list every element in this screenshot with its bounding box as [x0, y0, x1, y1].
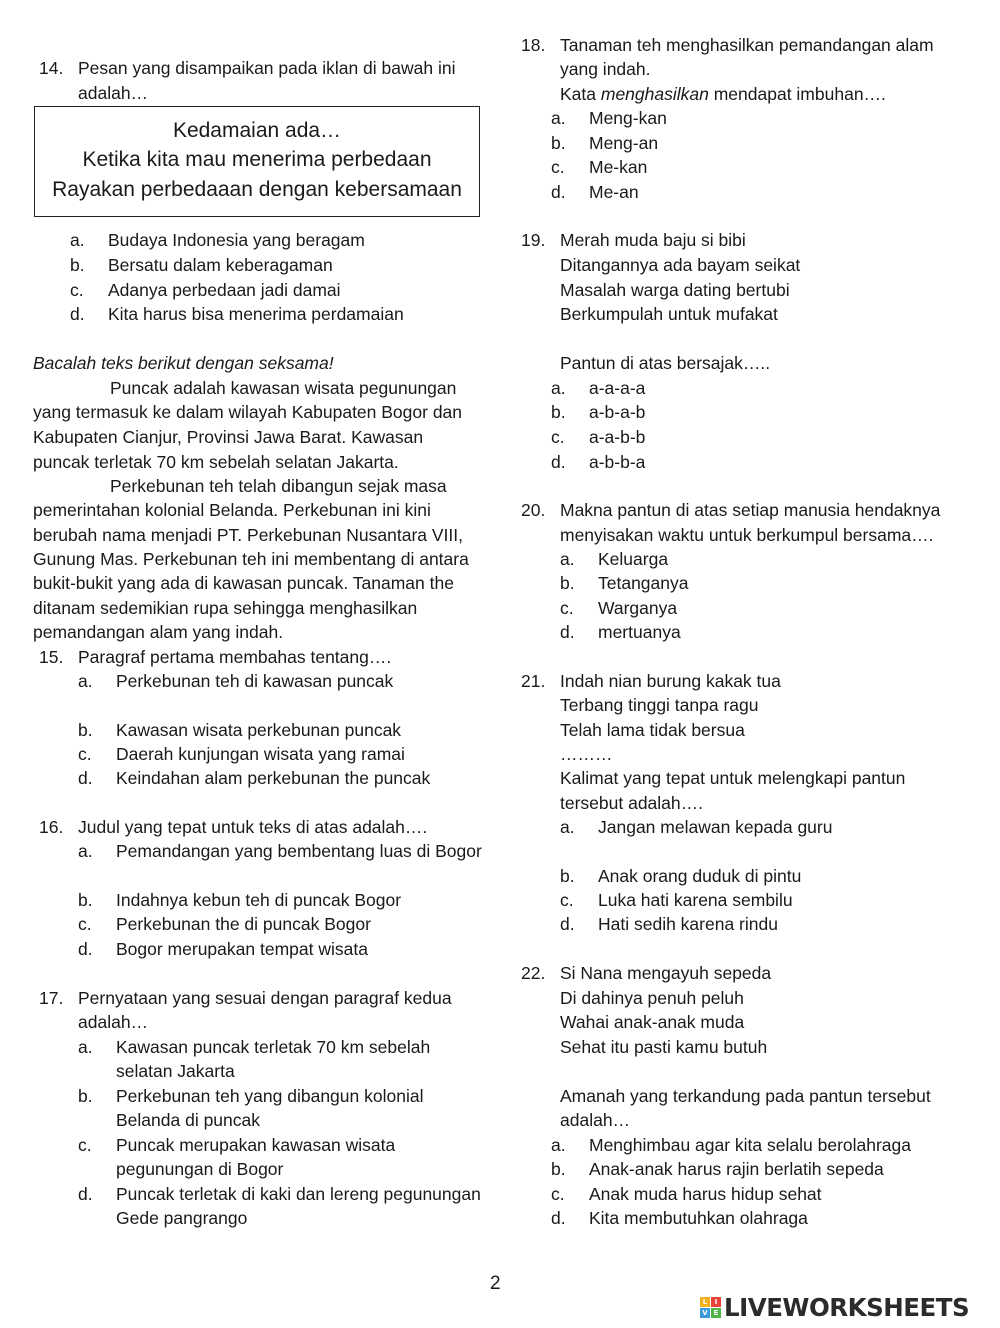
q21-question-line1: Kalimat yang tepat untuk melengkapi pantun: [560, 768, 906, 788]
q22-option-d[interactable]: Kita membutuhkan olahraga: [589, 1208, 808, 1228]
passage-line: Gunung Mas. Perkebunan teh ini membentang di antara: [33, 549, 469, 569]
logo-text: LIVEWORKSHEETS: [724, 1292, 970, 1322]
q14-text-line2: adalah…: [78, 83, 149, 103]
passage-line: puncak terletak 70 km sebelah selatan Jakarta.: [33, 452, 399, 472]
pantun-line: Si Nana mengayuh sepeda: [560, 963, 772, 983]
q14-option-d[interactable]: Kita harus bisa menerima perdamaian: [108, 304, 404, 324]
pantun-line: Merah muda baju si bibi: [560, 230, 746, 250]
q16-option-c[interactable]: Perkebunan the di puncak Bogor: [116, 914, 371, 934]
q22-option-c[interactable]: Anak muda harus hidup sehat: [589, 1184, 822, 1204]
q21-option-letter: c.: [560, 890, 574, 910]
q15-option-letter: a.: [78, 671, 93, 691]
q19-option-letter: b.: [551, 402, 566, 422]
q18-option-a[interactable]: Meng-kan: [589, 108, 667, 128]
q19-question: Pantun di atas bersajak…..: [560, 353, 771, 373]
q16-text: Judul yang tepat untuk teks di atas adalah….: [78, 817, 428, 837]
q19-option-d[interactable]: a-b-b-a: [589, 452, 646, 472]
q22-question-line1: Amanah yang terkandung pada pantun tersebut: [560, 1086, 931, 1106]
q15-text: Paragraf pertama membahas tentang….: [78, 647, 392, 667]
q16-option-b[interactable]: Indahnya kebun teh di puncak Bogor: [116, 890, 402, 910]
q21-option-letter: d.: [560, 914, 575, 934]
logo-tile: L: [700, 1297, 710, 1307]
q18-text-line2: yang indah.: [560, 59, 651, 79]
q17-option-b-cont[interactable]: Belanda di puncak: [116, 1110, 260, 1130]
pantun-line: Terbang tinggi tanpa ragu: [560, 695, 759, 715]
q18-option-letter: c.: [551, 157, 565, 177]
passage-line: pemerintahan kolonial Belanda. Perkebunan ini kini: [33, 500, 431, 520]
q19-number: 19.: [521, 230, 546, 250]
q18-number: 18.: [521, 35, 546, 55]
pantun-line: Sehat itu pasti kamu butuh: [560, 1037, 768, 1057]
q21-option-b[interactable]: Anak orang duduk di pintu: [598, 866, 802, 886]
q18-text-prefix: Kata: [560, 84, 601, 104]
q15-number: 15.: [39, 647, 64, 667]
q14-number: 14.: [39, 58, 64, 78]
q17-option-d[interactable]: Puncak terletak di kaki dan lereng pegunungan: [116, 1184, 481, 1204]
passage-line: yang termasuk ke dalam wilayah Kabupaten Bogor dan: [33, 402, 463, 422]
q20-option-letter: d.: [560, 622, 575, 642]
logo-tile: E: [711, 1308, 721, 1318]
q18-text-suffix: mendapat imbuhan….: [708, 84, 886, 104]
q16-option-letter: a.: [78, 841, 93, 861]
q22-option-b[interactable]: Anak-anak harus rajin berlatih sepeda: [589, 1159, 884, 1179]
q21-option-a[interactable]: Jangan melawan kepada guru: [598, 817, 833, 837]
q15-option-letter: c.: [78, 744, 92, 764]
q17-option-a-cont[interactable]: selatan Jakarta: [116, 1061, 235, 1081]
q14-text-line1: Pesan yang disampaikan pada iklan di bawah ini: [78, 58, 456, 78]
q15-option-b[interactable]: Kawasan wisata perkebunan puncak: [116, 720, 402, 740]
q17-option-letter: a.: [78, 1037, 93, 1057]
q21-option-letter: b.: [560, 866, 575, 886]
passage-line: bukit-bukit yang ada di kawasan puncak. Tanaman the: [33, 573, 454, 593]
ad-line: Kedamaian ada…: [172, 119, 342, 142]
q20-option-letter: a.: [560, 549, 575, 569]
q19-option-letter: c.: [551, 427, 565, 447]
q16-option-letter: d.: [78, 939, 93, 959]
logo-tile: I: [711, 1297, 721, 1307]
q21-question-line2: tersebut adalah….: [560, 793, 704, 813]
q17-number: 17.: [39, 988, 64, 1008]
pantun-line: Indah nian burung kakak tua: [560, 671, 781, 691]
q17-option-d-cont[interactable]: Gede pangrango: [116, 1208, 248, 1228]
liveworksheets-logo[interactable]: [700, 1291, 969, 1323]
q19-option-letter: d.: [551, 452, 566, 472]
pantun-line: Ditangannya ada bayam seikat: [560, 255, 801, 275]
q20-option-letter: b.: [560, 573, 575, 593]
q21-option-letter: a.: [560, 817, 575, 837]
q18-text-line3: [560, 82, 886, 106]
q20-text-line1: Makna pantun di atas setiap manusia hendaknya: [560, 500, 941, 520]
q17-option-c-cont[interactable]: pegunungan di Bogor: [116, 1159, 284, 1179]
q14-option-letter: b.: [70, 255, 85, 275]
q16-option-letter: c.: [78, 914, 92, 934]
passage-line: ditanam sedemikian rupa sehingga menghasilkan: [33, 598, 418, 618]
q14-option-letter: a.: [70, 230, 85, 250]
ad-line: Rayakan perbedaaan dengan kebersamaan: [52, 178, 462, 201]
q21-option-c[interactable]: Luka hati karena sembilu: [598, 890, 793, 910]
q18-option-c[interactable]: Me-kan: [589, 157, 648, 177]
q17-option-letter: b.: [78, 1086, 93, 1106]
q16-number: 16.: [39, 817, 64, 837]
q16-option-a[interactable]: Pemandangan yang bembentang luas di Bogor: [116, 841, 482, 861]
q19-option-b[interactable]: a-b-a-b: [589, 402, 646, 422]
pantun-line: Di dahinya penuh peluh: [560, 988, 744, 1008]
q18-option-d[interactable]: Me-an: [589, 182, 639, 202]
q15-option-d[interactable]: Keindahan alam perkebunan the puncak: [116, 768, 431, 788]
q22-option-a[interactable]: Menghimbau agar kita selalu berolahraga: [589, 1135, 912, 1155]
q14-option-c[interactable]: Adanya perbedaan jadi damai: [108, 280, 341, 300]
pantun-line: Masalah warga dating bertubi: [560, 280, 790, 300]
q20-option-a[interactable]: Keluarga: [598, 549, 669, 569]
q20-text-line2: menyisakan waktu untuk berkumpul bersama….: [560, 525, 934, 545]
logo-tile: V: [700, 1308, 710, 1318]
q22-number: 22.: [521, 963, 546, 983]
pantun-line: Wahai anak-anak muda: [560, 1012, 745, 1032]
q17-option-letter: d.: [78, 1184, 93, 1204]
q15-option-letter: b.: [78, 720, 93, 740]
q17-option-a[interactable]: Kawasan puncak terletak 70 km sebelah: [116, 1037, 431, 1057]
q14-option-b[interactable]: Bersatu dalam keberagaman: [108, 255, 333, 275]
q15-option-a[interactable]: Perkebunan teh di kawasan puncak: [116, 671, 394, 691]
passage-line: Kabupaten Cianjur, Provinsi Jawa Barat. Kawasan: [33, 427, 424, 447]
liveworksheets-logo-icon: [700, 1297, 721, 1318]
q20-option-d[interactable]: mertuanya: [598, 622, 681, 642]
q17-text-line2: adalah…: [78, 1012, 149, 1032]
q21-number: 21.: [521, 671, 546, 691]
q14-option-a[interactable]: Budaya Indonesia yang beragam: [108, 230, 365, 250]
q21-option-d[interactable]: Hati sedih karena rindu: [598, 914, 778, 934]
q22-option-letter: b.: [551, 1159, 566, 1179]
pantun-line: Berkumpulah untuk mufakat: [560, 304, 778, 324]
q19-option-a[interactable]: a-a-a-a: [589, 378, 646, 398]
q18-keyword: menghasilkan: [600, 84, 709, 104]
q17-option-letter: c.: [78, 1135, 92, 1155]
advertisement-box: [34, 106, 480, 217]
q18-text-line1: Tanaman teh menghasilkan pemandangan alam: [560, 35, 934, 55]
q22-question-line2: adalah…: [560, 1110, 631, 1130]
page-number: 2: [490, 1273, 501, 1294]
passage-line: Puncak adalah kawasan wisata pegunungan: [110, 378, 457, 398]
q15-option-letter: d.: [78, 768, 93, 788]
q18-option-letter: b.: [551, 133, 566, 153]
pantun-line-blank: ………: [560, 744, 613, 764]
q19-option-c[interactable]: a-a-b-b: [589, 427, 646, 447]
reading-instruction: Bacalah teks berikut dengan seksama!: [33, 353, 334, 373]
passage-line: berubah nama menjadi PT. Perkebunan Nusantara VIII,: [33, 525, 463, 545]
q20-option-letter: c.: [560, 598, 574, 618]
q17-text-line1: Pernyataan yang sesuai dengan paragraf kedua: [78, 988, 452, 1008]
q20-number: 20.: [521, 500, 546, 520]
q16-option-d[interactable]: Bogor merupakan tempat wisata: [116, 939, 368, 959]
q14-option-letter: c.: [70, 280, 84, 300]
q16-option-letter: b.: [78, 890, 93, 910]
q17-option-c[interactable]: Puncak merupakan kawasan wisata: [116, 1135, 396, 1155]
q18-option-letter: d.: [551, 182, 566, 202]
passage-line: Perkebunan teh telah dibangun sejak masa: [110, 476, 447, 496]
q19-option-letter: a.: [551, 378, 566, 398]
passage-line: pemandangan alam yang indah.: [33, 622, 284, 642]
q22-option-letter: a.: [551, 1135, 566, 1155]
q18-option-letter: a.: [551, 108, 566, 128]
q14-option-letter: d.: [70, 304, 85, 324]
q17-option-b[interactable]: Perkebunan teh yang dibangun kolonial: [116, 1086, 424, 1106]
q22-option-letter: d.: [551, 1208, 566, 1228]
q15-option-c[interactable]: Daerah kunjungan wisata yang ramai: [116, 744, 405, 764]
q18-option-b[interactable]: Meng-an: [589, 133, 659, 153]
q20-option-b[interactable]: Tetanganya: [598, 573, 689, 593]
q20-option-c[interactable]: Warganya: [598, 598, 678, 618]
q22-option-letter: c.: [551, 1184, 565, 1204]
pantun-line: Telah lama tidak bersua: [560, 720, 745, 740]
ad-line: Ketika kita mau menerima perbedaan: [82, 148, 432, 171]
